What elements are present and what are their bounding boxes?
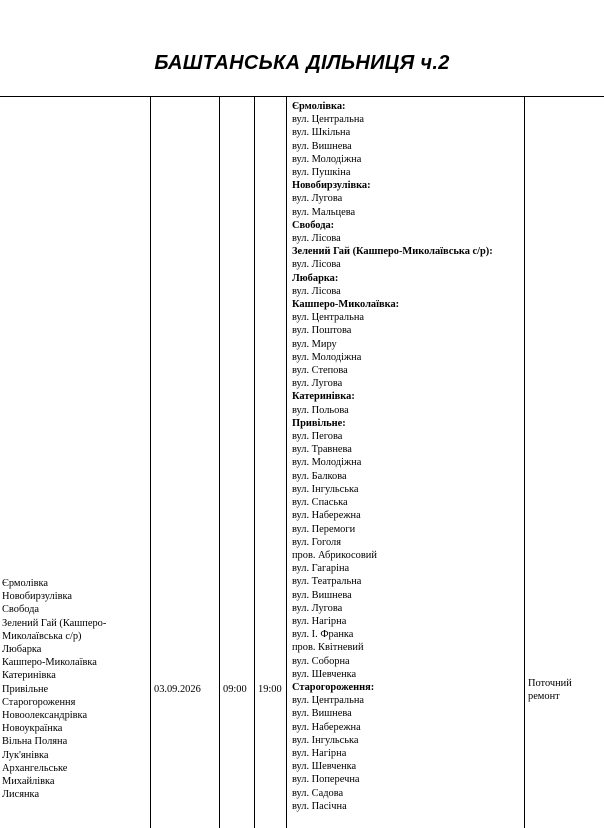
street-item: вул. Нагірна — [292, 615, 347, 627]
settlement-item: Новобирзулівка — [2, 591, 73, 603]
street-item: вул. Нагірна — [292, 747, 347, 759]
street-item: вул. Лугова — [292, 378, 343, 390]
settlement-item: Кашперо-Миколаївка — [2, 657, 97, 669]
end-time: 19:00 — [258, 684, 282, 695]
street-item: вул. Лісова — [292, 285, 341, 297]
village-heading: Кашперо-Миколаївка: — [292, 299, 400, 311]
outage-date: 03.09.2026 — [154, 684, 201, 695]
street-item: вул. Степова — [292, 365, 348, 377]
village-heading: Катеринівка: — [292, 391, 355, 403]
street-item: вул. Набережна — [292, 721, 361, 733]
street-item: вул. Лісова — [292, 233, 341, 245]
street-item: вул. Спаська — [292, 497, 348, 509]
settlement-item: Катеринівка — [2, 670, 56, 682]
village-heading: Новобирзулівка: — [292, 180, 371, 192]
settlement-item: Лисянка — [2, 789, 40, 801]
settlement-item: Свобода — [2, 604, 40, 616]
street-item: вул. Театральна — [292, 576, 362, 588]
settlement-item: Привільне — [2, 683, 49, 695]
street-item: вул. Вишнева — [292, 140, 352, 152]
street-item: вул. Шевченка — [292, 668, 357, 680]
work-type-cell — [524, 97, 604, 828]
village-heading: Єрмолівка: — [292, 101, 346, 112]
settlement-item: Любарка — [2, 644, 42, 656]
street-item: вул. Вишнева — [292, 708, 352, 720]
street-item: вул. Польова — [292, 404, 349, 416]
street-item: вул. Соборна — [292, 655, 350, 667]
village-heading: Зелений Гай (Кашперо-Миколаївська с/р): — [292, 246, 493, 258]
street-item: вул. Молодіжна — [292, 153, 362, 165]
settlement-item: Лук'янівка — [2, 749, 49, 761]
street-item: вул. Гагаріна — [292, 563, 350, 575]
street-item: вул. Миру — [292, 338, 337, 350]
settlement-item: Архангельське — [2, 762, 68, 774]
outage-table — [0, 96, 604, 828]
settlement-item: Зелений Гай (Кашперо-Миколаївська с/р) — [2, 617, 107, 642]
street-item: вул. Шевченка — [292, 761, 357, 773]
street-item: вул. Балкова — [292, 470, 347, 482]
street-item: вул. Лугова — [292, 193, 343, 205]
village-heading: Привільне: — [292, 417, 346, 429]
street-item: вул. Пушкіна — [292, 167, 351, 179]
street-item: пров. Квітневий — [292, 642, 364, 654]
street-item: вул. Вишнева — [292, 589, 352, 601]
settlement-item: Михайлівка — [2, 776, 55, 788]
street-item: вул. Поперечна — [292, 774, 360, 786]
street-item: вул. Травнева — [292, 444, 352, 456]
street-item: вул. Гоголя — [292, 536, 341, 548]
street-item: вул. Молодіжна — [292, 351, 362, 363]
street-item: вул. Шкільна — [292, 127, 351, 139]
street-item: вул. Центральна — [292, 695, 365, 707]
street-item: пров. Абрикосовий — [292, 549, 377, 561]
village-heading: Старогороження: — [292, 681, 375, 693]
street-item: вул. Молодіжна — [292, 457, 362, 469]
page-title: БАШТАНСЬКА ДІЛЬНИЦЯ ч.2 — [154, 52, 450, 74]
start-time-cell — [219, 97, 254, 828]
date-cell — [150, 97, 219, 828]
street-item: вул. Перемоги — [292, 523, 356, 535]
street-item: вул. Поштова — [292, 325, 352, 337]
street-item: вул. Інгульська — [292, 734, 359, 746]
village-heading: Любарка: — [292, 272, 339, 284]
street-item: вул. Пегова — [292, 431, 343, 443]
street-item: вул. І. Франка — [292, 629, 354, 641]
settlement-item: Старогороження — [2, 696, 76, 708]
street-item: вул. Інгульська — [292, 483, 359, 495]
street-list — [292, 100, 518, 813]
street-item: вул. Пасічна — [292, 800, 347, 812]
street-item: вул. Мальцева — [292, 206, 356, 218]
street-item: вул. Центральна — [292, 312, 365, 324]
village-heading: Свобода: — [292, 219, 335, 231]
street-item: вул. Набережна — [292, 510, 361, 522]
streets-cell — [286, 97, 524, 828]
street-item: вул. Лугова — [292, 602, 343, 614]
street-item: вул. Лісова — [292, 259, 341, 271]
end-time-cell — [254, 97, 286, 828]
work-type: Поточний ремонт — [528, 678, 572, 703]
settlement-item: Новоукраїнка — [2, 723, 63, 735]
settlement-item: Вільна Поляна — [2, 736, 68, 748]
start-time: 09:00 — [223, 684, 247, 695]
settlement-list — [2, 577, 148, 801]
street-item: вул. Центральна — [292, 114, 365, 126]
street-item: вул. Садова — [292, 787, 344, 799]
settlements-cell — [0, 97, 150, 828]
settlement-item: Новоолександрівка — [2, 710, 88, 722]
settlement-item: Єрмолівка — [2, 578, 49, 589]
